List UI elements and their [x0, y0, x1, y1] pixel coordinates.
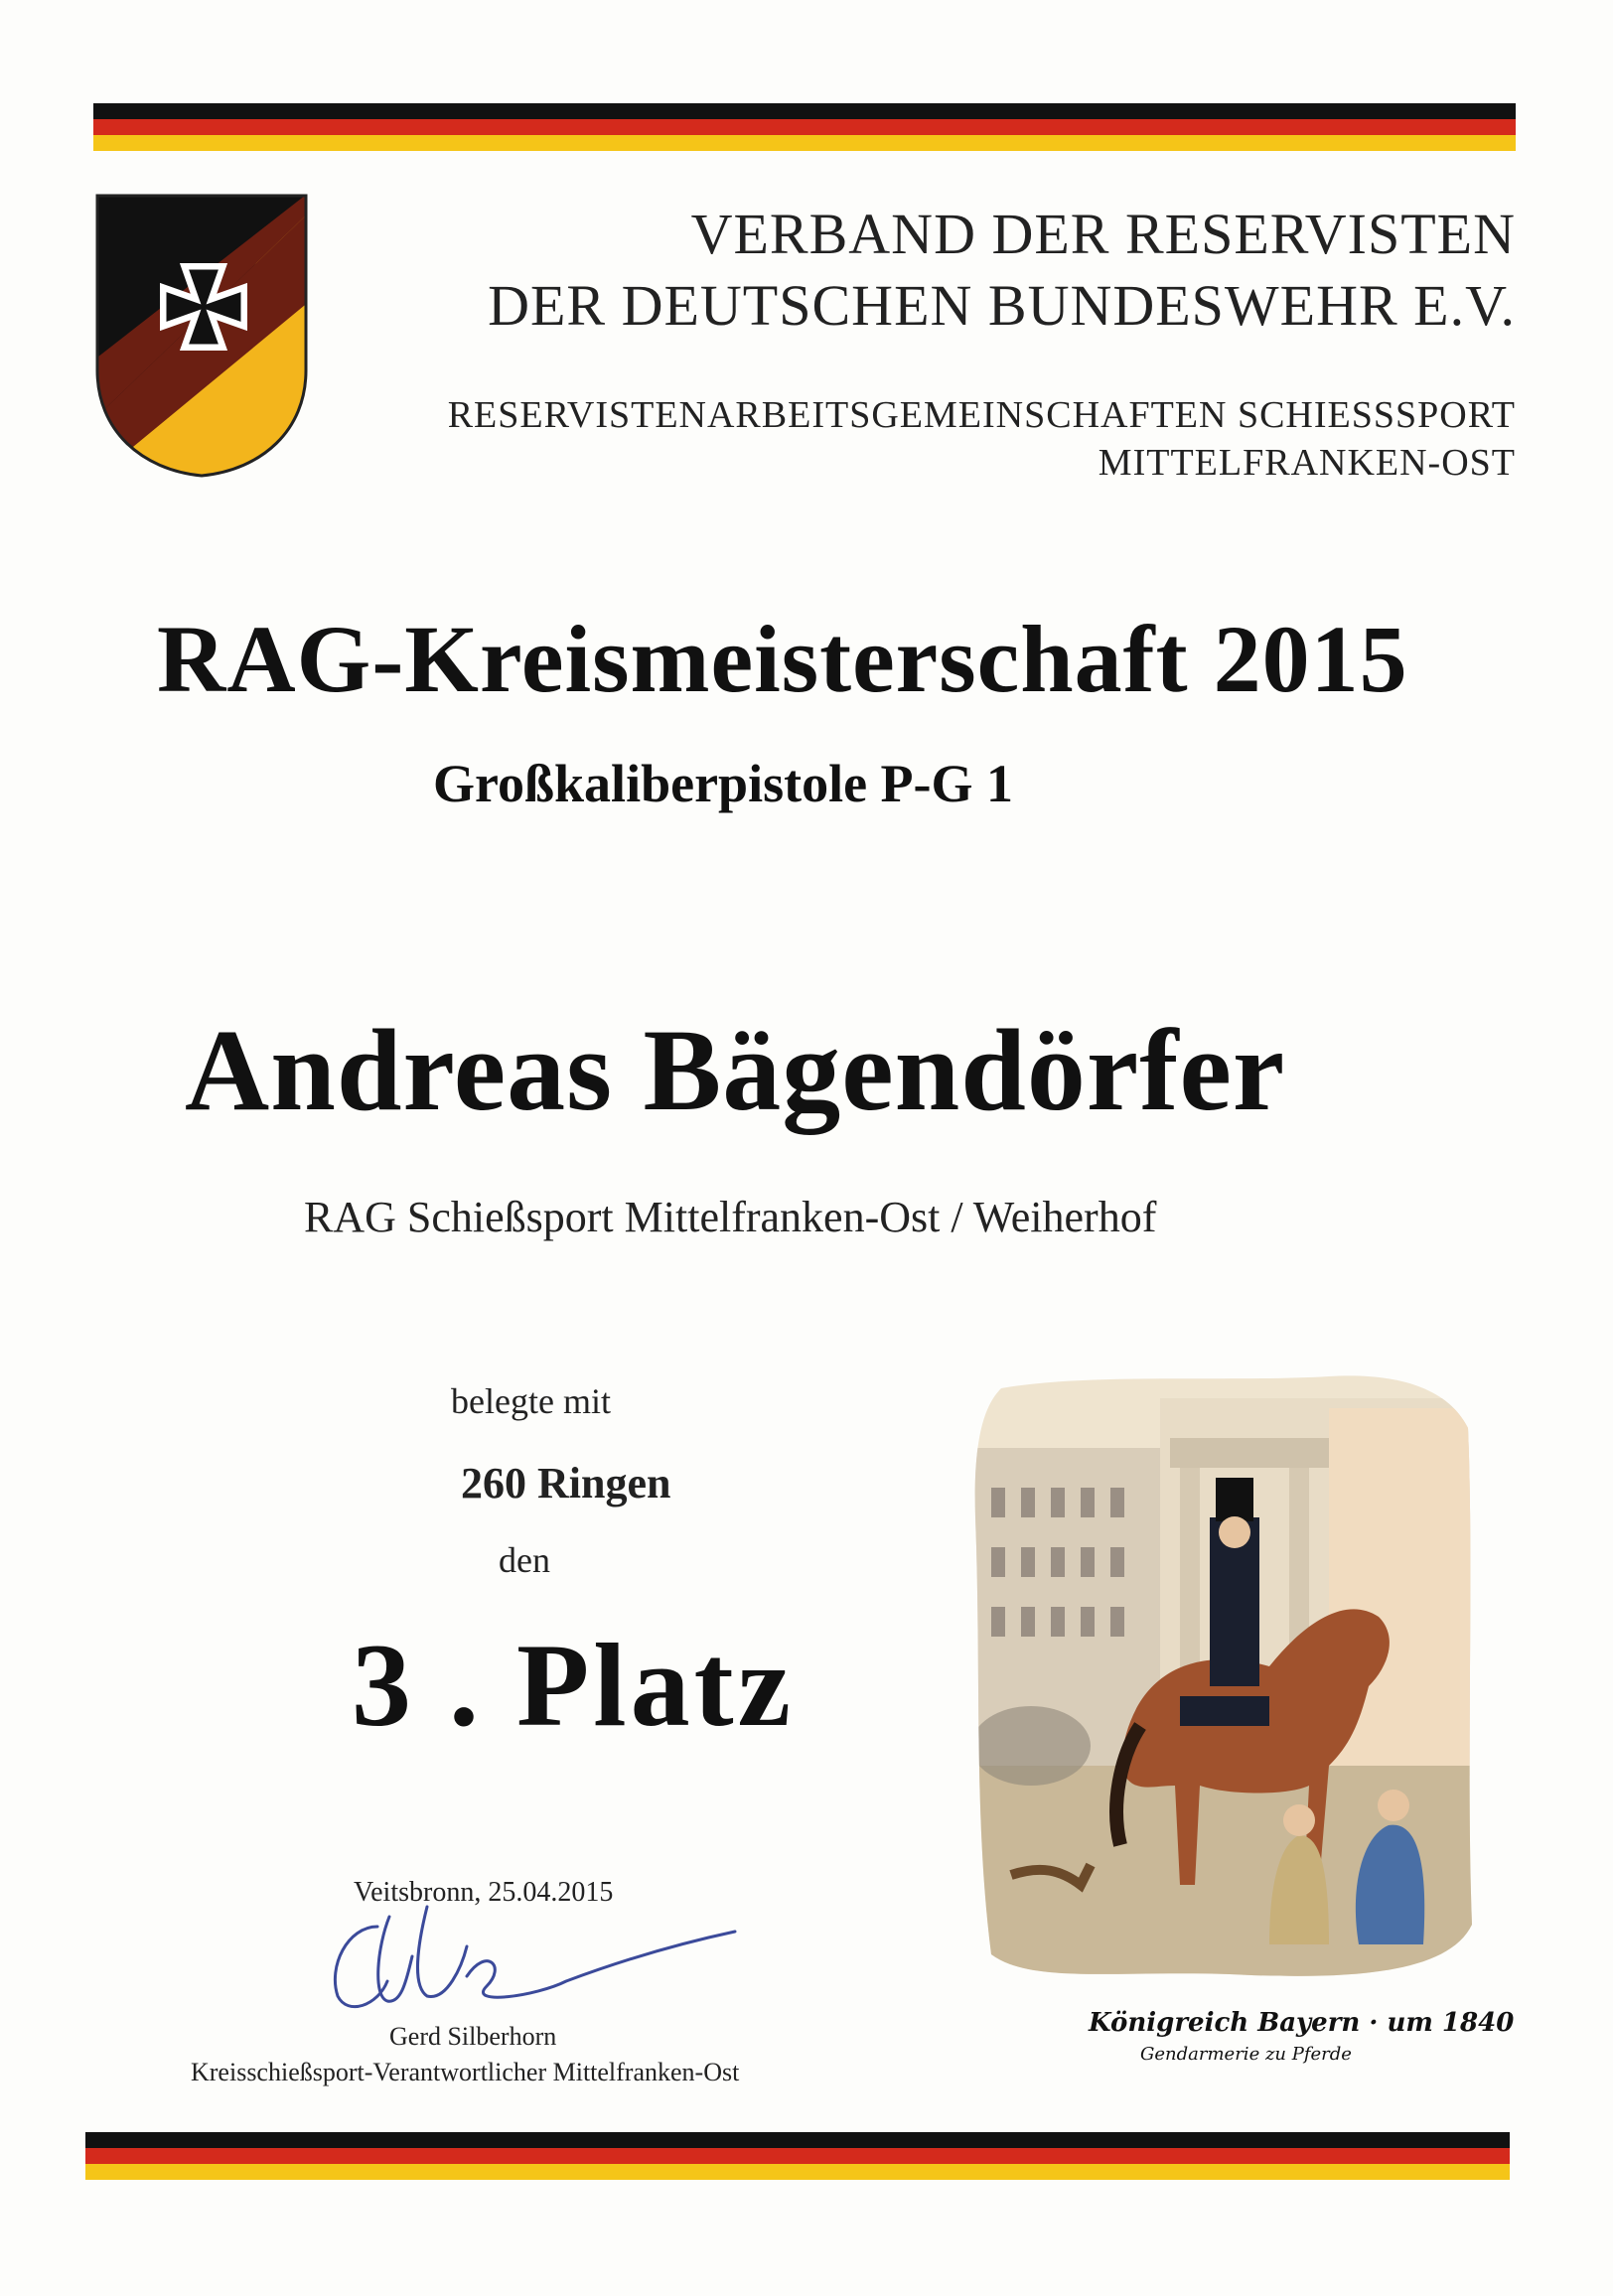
org-subtitle-line2: MITTELFRANKEN-OST [1098, 442, 1516, 484]
mounted-gendarme-illustration [971, 1368, 1474, 1986]
score: 260 Ringen [461, 1459, 671, 1507]
result-intro: belegte mit [451, 1381, 611, 1421]
illustration-caption: Königreich Bayern · um 1840 [1089, 2008, 1515, 2038]
illustration-subcaption: Gendarmerie zu Pferde [1140, 2044, 1352, 2065]
recipient-name: Andreas Bägendörfer [185, 1005, 1286, 1135]
org-name-line2: DER DEUTSCHEN BUNDESWEHR E.V. [488, 273, 1516, 338]
result-den: den [499, 1540, 550, 1580]
discipline: Großkaliberpistole P-G 1 [433, 754, 1014, 813]
signer-name: Gerd Silberhorn [389, 2022, 557, 2051]
signature [318, 1887, 745, 2036]
place-date: Veitsbronn, 25.04.2015 [354, 1877, 614, 1908]
org-subtitle [448, 391, 1516, 487]
org-name-line1: VERBAND DER RESERVISTEN [690, 202, 1516, 266]
signer-role: Kreisschießsport-Verantwortlicher Mittelfranken-Ost [191, 2058, 740, 2086]
flag-stripe-top [93, 103, 1516, 151]
club-name: RAG Schießsport Mittelfranken-Ost / Weiherhof [304, 1193, 1157, 1241]
org-name [488, 199, 1516, 342]
iron-cross-shield-icon [93, 192, 310, 480]
org-subtitle-line1: RESERVISTENARBEITSGEMEINSCHAFTEN SCHIESSSPORT [447, 394, 1516, 436]
placement: 3 . Platz [352, 1619, 795, 1751]
flag-stripe-bottom [85, 2132, 1510, 2180]
certificate-title: RAG-Kreismeisterschaft 2015 [157, 606, 1408, 712]
